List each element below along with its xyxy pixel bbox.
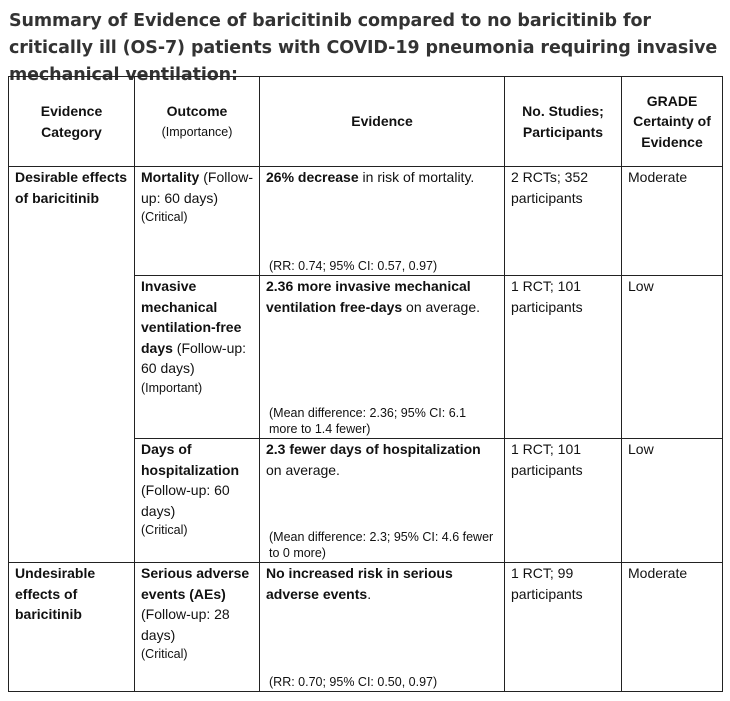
- outcome-follow-up: (Follow-up: 28 days): [141, 606, 230, 643]
- evidence-statistic: (Mean difference: 2.36; 95% CI: 6.1 more to 1.4 fewer): [269, 406, 467, 436]
- outcome-name: Serious adverse events (AEs): [141, 565, 250, 602]
- studies-participants: 2 RCTs; 352 participants: [505, 167, 622, 276]
- outcome-cell: [135, 439, 260, 563]
- evidence-cell: [260, 276, 505, 439]
- evidence-effect: 2.36 more invasive mechanical ventilation free-days: [266, 278, 471, 315]
- studies-participants: 1 RCT; 99 participants: [505, 563, 622, 692]
- header-studies-participants: No. Studies; Participants: [505, 77, 622, 167]
- outcome-follow-up: (Follow-up: 60 days): [141, 339, 247, 376]
- outcome-importance: (Critical): [141, 210, 188, 224]
- outcome-name: Mortality: [141, 169, 200, 185]
- evidence-cell: [260, 563, 505, 692]
- outcome-importance: (Critical): [141, 523, 188, 537]
- grade-certainty: Low: [622, 276, 723, 439]
- outcome-name: Days of hospitalization: [141, 441, 239, 478]
- header-grade-certainty: GRADE Certainty of Evidence: [622, 77, 723, 167]
- evidence-statistic: (RR: 0.70; 95% CI: 0.50, 0.97): [269, 675, 438, 689]
- evidence-statistic: (RR: 0.74; 95% CI: 0.57, 0.97): [269, 259, 438, 273]
- evidence-effect-text: on average.: [402, 298, 480, 315]
- header-evidence-category: Evidence Category: [9, 77, 135, 167]
- outcome-name: Invasive mechanical ventilation-free days: [141, 278, 242, 356]
- header-row: [9, 77, 723, 167]
- evidence-effect: 26% decrease: [266, 169, 359, 185]
- evidence-statistic: (Mean difference: 2.3; 95% CI: 4.6 fewer to 0 more): [269, 530, 494, 560]
- evidence-effect: No increased risk in serious adverse events: [266, 565, 453, 602]
- evidence-cell: [260, 439, 505, 563]
- evidence-effect: 2.3 fewer days of hospitalization: [266, 441, 481, 457]
- evidence-category-undesirable: Undesirable effects of baricitinib: [9, 563, 135, 692]
- evidence-effect-text: in risk of mortality.: [358, 169, 475, 185]
- grade-certainty: Moderate: [622, 563, 723, 692]
- evidence-summary-table: [8, 76, 723, 692]
- header-outcome-importance: (Importance): [161, 124, 233, 139]
- outcome-cell: [135, 167, 260, 276]
- outcome-follow-up: (Follow-up: 60 days): [141, 482, 230, 519]
- table-title: Summary of Evidence of baricitinib compared to no baricitinib for critically ill (OS-7) patients with COVID-19 pneumonia requiring invasive mechanical ventilation:: [9, 11, 718, 85]
- table-row: [9, 167, 723, 276]
- outcome-importance: (Critical): [141, 647, 188, 661]
- studies-participants: 1 RCT; 101 participants: [505, 276, 622, 439]
- grade-certainty: Moderate: [622, 167, 723, 276]
- outcome-follow-up: (Follow-up: 60 days): [141, 169, 254, 206]
- table-row: [9, 563, 723, 692]
- outcome-cell: [135, 563, 260, 692]
- header-outcome-label: Outcome: [166, 103, 228, 119]
- evidence-category-desirable: Desirable effects of baricitinib: [9, 167, 135, 563]
- evidence-effect-text: .: [367, 585, 372, 602]
- header-evidence: Evidence: [260, 77, 505, 167]
- evidence-effect-text: on average.: [266, 461, 340, 478]
- outcome-cell: [135, 276, 260, 439]
- evidence-cell: [260, 167, 505, 276]
- grade-certainty: Low: [622, 439, 723, 563]
- studies-participants: 1 RCT; 101 participants: [505, 439, 622, 563]
- outcome-importance: (Important): [141, 380, 203, 395]
- header-outcome: [135, 77, 260, 167]
